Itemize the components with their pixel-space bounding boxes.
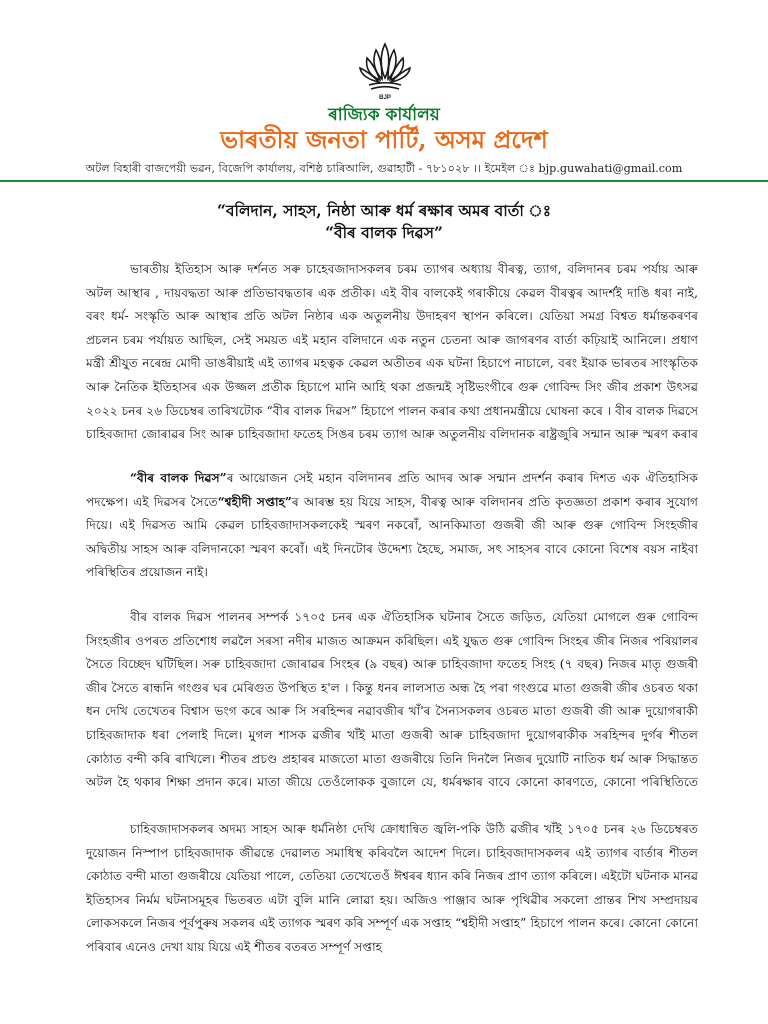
title-line-1: “বলিদান, সাহস, নিষ্ঠা আৰু ধৰ্ম ৰক্ষাৰ অমৰ বাৰ্তা ঃ [216,201,551,220]
address-line: অটল বিহাৰী বাজপেয়ী ভৱন, বিজেপি কাৰ্যালয়, বশিষ্ঠ চাৰিআলি, গুৱাহাটী - ৭৮১০২৮ ।। ইমেইল ঃ bjp.guwahati@gmail.com [85,162,683,175]
paragraph-1: ভাৰতীয় ইতিহাস আৰু দৰ্শনত সৰু চাহেবজাদাসকলৰ চৰম ত্যাগৰ অধ্যায় বীৰত্ব, ত্যাগ, বলিদানৰ চৰম পৰ্যায় আৰু অটল আস্থাৰ , দায়বদ্ধতা আৰু প্ৰতিভাবদ্ধতাৰ এক প্ৰতীক। এই বীৰ বালকেই গৰাকীয়ে কেৱল বীৰত্বৰ আদৰ্শই দাঙি ধৰা নাই, বৰং ধৰ্ম- সংস্কৃতি আৰু আস্থাৰ প্ৰতি অটল নিষ্ঠাৰ এক অতুলনীয় উদাহৰণ স্থাপন কৰিলে। যেতিয়া সমগ্ৰ বিশ্বত ধৰ্মান্তকৰণৰ প্ৰচলন চৰম পৰ্যায়ত আছিল, সেই সময়ত এই মহান বলিদানে এক নতুন চেতনা আৰু জাগৰণৰ বাৰ্তা কঢ়িয়াই আনিলে। প্ৰধাণ মন্ত্ৰী শ্ৰীযুত নৰেন্দ্ৰ মোদী ডাঙৰীয়াই এই ত্যাগৰ মহত্বক কেৱল অতীতৰ এক ঘটনা হিচাপে নাচালে, বৰং ইয়াক ভাৰতৰ সাংস্কৃতিক আৰু নৈতিক ইতিহাসৰ এক উজ্জল প্ৰতীক হিচাপে মানি আহি থকা প্ৰজন্মই সৃষ্টিভংগীৰে গুৰু গোবিন্দ সিং জীৰ প্ৰকাশ উৎসৱ ২০২২ চনৰ ২৬ ডিচেম্বৰ তাৰিখটোক “বীৰ বালক দিৱস” হিচাপে পালন কৰাৰ কথা প্ৰধানমন্ত্ৰীয়ে ঘোষনা কৰে । বীৰ বালক দিৱসে চাহিবজাদা জোৰাৱৰ সিং আৰু চাহিবজাদা ফতেহ সিঙৰ চৰম ত্যাগ আৰু অতুলনীয় বলিদানক ৰাষ্ট্ৰজুৰি সন্মান আৰু স্মৰণ কৰাৰ [86,262,698,442]
paragraph-2-text-a: ৰ আয়োজন সেই মহান বলিদানৰ প্ৰতি আদৰ আৰু সন্মান প্ৰদৰ্শন কৰাৰ দিশত এক ঐতিহাসিক পদক্ষেপ। এই দিৱসৰ সৈতে [86,471,698,509]
paragraph-2 [86,467,698,585]
shahidi-saptah-emphasis: “শ্বহীদী সপ্তাহ” [217,494,292,509]
paragraph-4: চাহিবজাদাসকলৰ অদম্য সাহস আৰু ধৰ্মনিষ্ঠা দেখি ক্ৰোধান্বিত জ্বলি-পকি উঠি ৱজীৰ খাঁই ১৭০৫ চনৰ ২৬ ডিচেম্বৰত দুয়োজন নিস্পাপ চাহিবজাদাক জীৱন্তে দেৱালত সমাধিস্থ কৰিবলৈ আদেশ দিলে। চাহিবজাদাসকলৰ এই ত্যাগৰ বাৰ্তাৰ শীতল কোঠাত বন্দী মাতা গুজৰীয়ে যেতিয়া পালে, তেতিয়া তেখেতেওঁ ঈশ্বৰৰ ধ্যান কৰি নিজৰ প্ৰাণ ত্যাগ কৰিলে। এইটো ঘটনাক মানৱ ইতিহাসৰ নিৰ্মম ঘটনাসমূহৰ ভিতৰত এটা বুলি মানি লোৱা হয়। অজিও পাঞ্জাব আৰু পৃথিৱীৰ সকলো প্ৰান্তৰ শিখ সম্প্ৰদায়ৰ লোকসকলে নিজৰ পূৰ্বপুৰুষ সকলৰ এই ত্যাগক স্মৰণ কৰি সম্পূৰ্ণ এক সপ্তাহ “শ্বহীদী সপ্তাহ” হিচাপে পালন কৰে। কোনো কোনো পৰিবাৰ এনেও দেখা যায় যিয়ে এই শীতৰ বতৰত সম্পূৰ্ণ সপ্তাহ [86,822,698,954]
paragraph-2-text-b: ৰ আৰম্ভ হয় যিয়ে সাহস, বীৰত্ব আৰু বলিদানৰ প্ৰতি কৃতজ্ঞতা প্ৰকাশ কৰাৰ সুযোগ দিয়ে। এই দিৱসত আমি কেৱল চাহিবজাদাসকলকেই স্মৰণ নকৰোঁ, আনকিমাতা গুজৰী জী আৰু গুৰু গোবিন্দ সিংহজীৰ অদ্বিতীয় সাহস আৰু বলিদানকো স্মৰণ কৰোঁ। এই দিনটোৰ উদ্দেশ্য হৈছে, সমাজ, সৎ সাহসৰ বাবে কোনো বিশেষ বয়স নাইবা পৰিস্থিতিৰ প্ৰয়োজন নাই। [86,494,698,580]
party-name-heading: ভাৰতীয় জনতা পাৰ্টি, অসম প্ৰদেশ [220,125,548,154]
header-divider [0,180,768,182]
logo-text: BJP [379,95,391,101]
paragraph-3: বীৰ বালক দিৱস পালনৰ সম্পৰ্ক ১৭০৫ চনৰ এক ঐতিহাসিক ঘটনাৰ সৈতে জড়িত, যেতিয়া মোগলে গুৰু গোবিন্দ সিংহজীৰ ওপৰত প্ৰতিশোধ লৱলৈ সৰসা নদীৰ মাজত আক্ৰমন কৰিছিল। এই যুদ্ধত গুৰু গোবিন্দ সিংহৰ জীৰ নিজৰ পৰিয়ালৰ সৈতে বিচ্ছেদ ঘটিছিল। সৰু চাহিবজাদা জোৰাৱৰ সিংহৰ (৯ বছৰ) আৰু চাহিবজাদা ফতেহ সিংহ (৭ বছৰ) নিজৰ মাতৃ গুজৰী জীৰ সৈতে ৰান্ধনি গংগুৰ ঘৰ মেৰিগুত উপস্থিত হ'ল । কিন্তু ধনৰ লালসাত অন্ধ হৈ পৰা গংগুৱে মাতা গুজৰী জীৰ ওচৰত থকা ধন দেখি তেখেতৰ বিশ্বাস ভংগ কৰে আৰু সি সৰহিন্দৰ নৱাবজীৰ খাঁ'ৰ সৈন্যসকলৰ ওচৰত মাতা গুজৰী জী আৰু দুয়োগৰাকী চাহিবজাদাক ধৰা পেলাই দিলে। মুগল শাসক ৱজীৰ খাঁই মাতা গুজৰী আৰু চাহিবজাদা দুয়োগৰাকীক সৰহিন্দৰ দুৰ্গৰ শীতল কোঠাত বন্দী কৰি ৰাখিলে। শীতৰ প্ৰচণ্ড প্ৰহাৰৰ মাজতো মাতা গুজৰীয়ে তিনি দিনলৈ নিজৰ দুয়োটি নাতিক ধৰ্ম আৰু সিদ্ধান্তত অটল হৈ থকাৰ শিক্ষা প্ৰদান কৰে। মাতা জীয়ে তেওঁলোকক বুজালে যে, ধৰ্মৰক্ষাৰ বাবে কোনো কাৰণতে, কোনো পৰিস্থিতিতে [86,610,698,790]
bir-balak-diwas-emphasis: “বীৰ বালক দিৱস” [130,471,227,485]
title-line-2: “বীৰ বালক দিৱস” [325,223,443,242]
document-title [0,200,768,244]
lotus-logo-icon [355,38,415,102]
office-heading: ৰাজ্যিক কাৰ্যালয় [328,105,440,125]
